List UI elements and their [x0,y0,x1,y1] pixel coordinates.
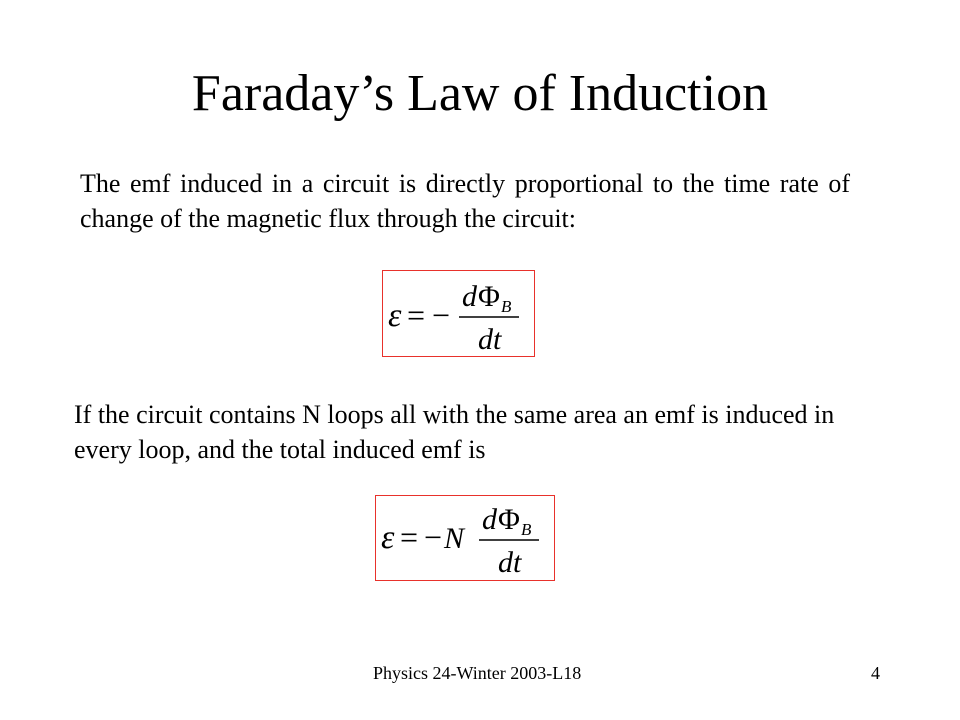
n-loops-paragraph: If the circuit contains N loops all with the same area an emf is induced in every loop, and the total induced emf is [74,400,835,464]
n-loops-equation [376,496,554,580]
page-number: 4 [871,663,880,683]
definition-paragraph: The emf induced in a circuit is directly proportional to the time rate of change of the magnetic flux through the circuit: [80,169,850,233]
slide-title: Faraday’s Law of Induction [191,65,769,122]
faraday-equation-box [382,270,535,357]
denominator-dt: dt [478,323,502,356]
equals-sign: = [400,519,419,555]
footer-course-label: Physics 24-Winter 2003-L18 [373,663,582,683]
emf-symbol: ε [388,297,402,334]
numerator-d: d [482,503,497,536]
equals-sign: = [407,297,426,333]
flux-symbol: Φ [478,280,500,313]
flux-subscript: B [501,297,512,316]
minus-sign: − [424,519,443,555]
emf-symbol: ε [381,519,395,556]
loop-count-symbol: N [444,522,465,555]
minus-sign: − [432,297,451,333]
faraday-equation [383,271,534,356]
flux-symbol: Φ [498,503,520,536]
denominator-dt: dt [498,546,522,579]
flux-subscript: B [521,520,532,539]
numerator-d: d [462,280,477,313]
n-loops-equation-box [375,495,555,581]
